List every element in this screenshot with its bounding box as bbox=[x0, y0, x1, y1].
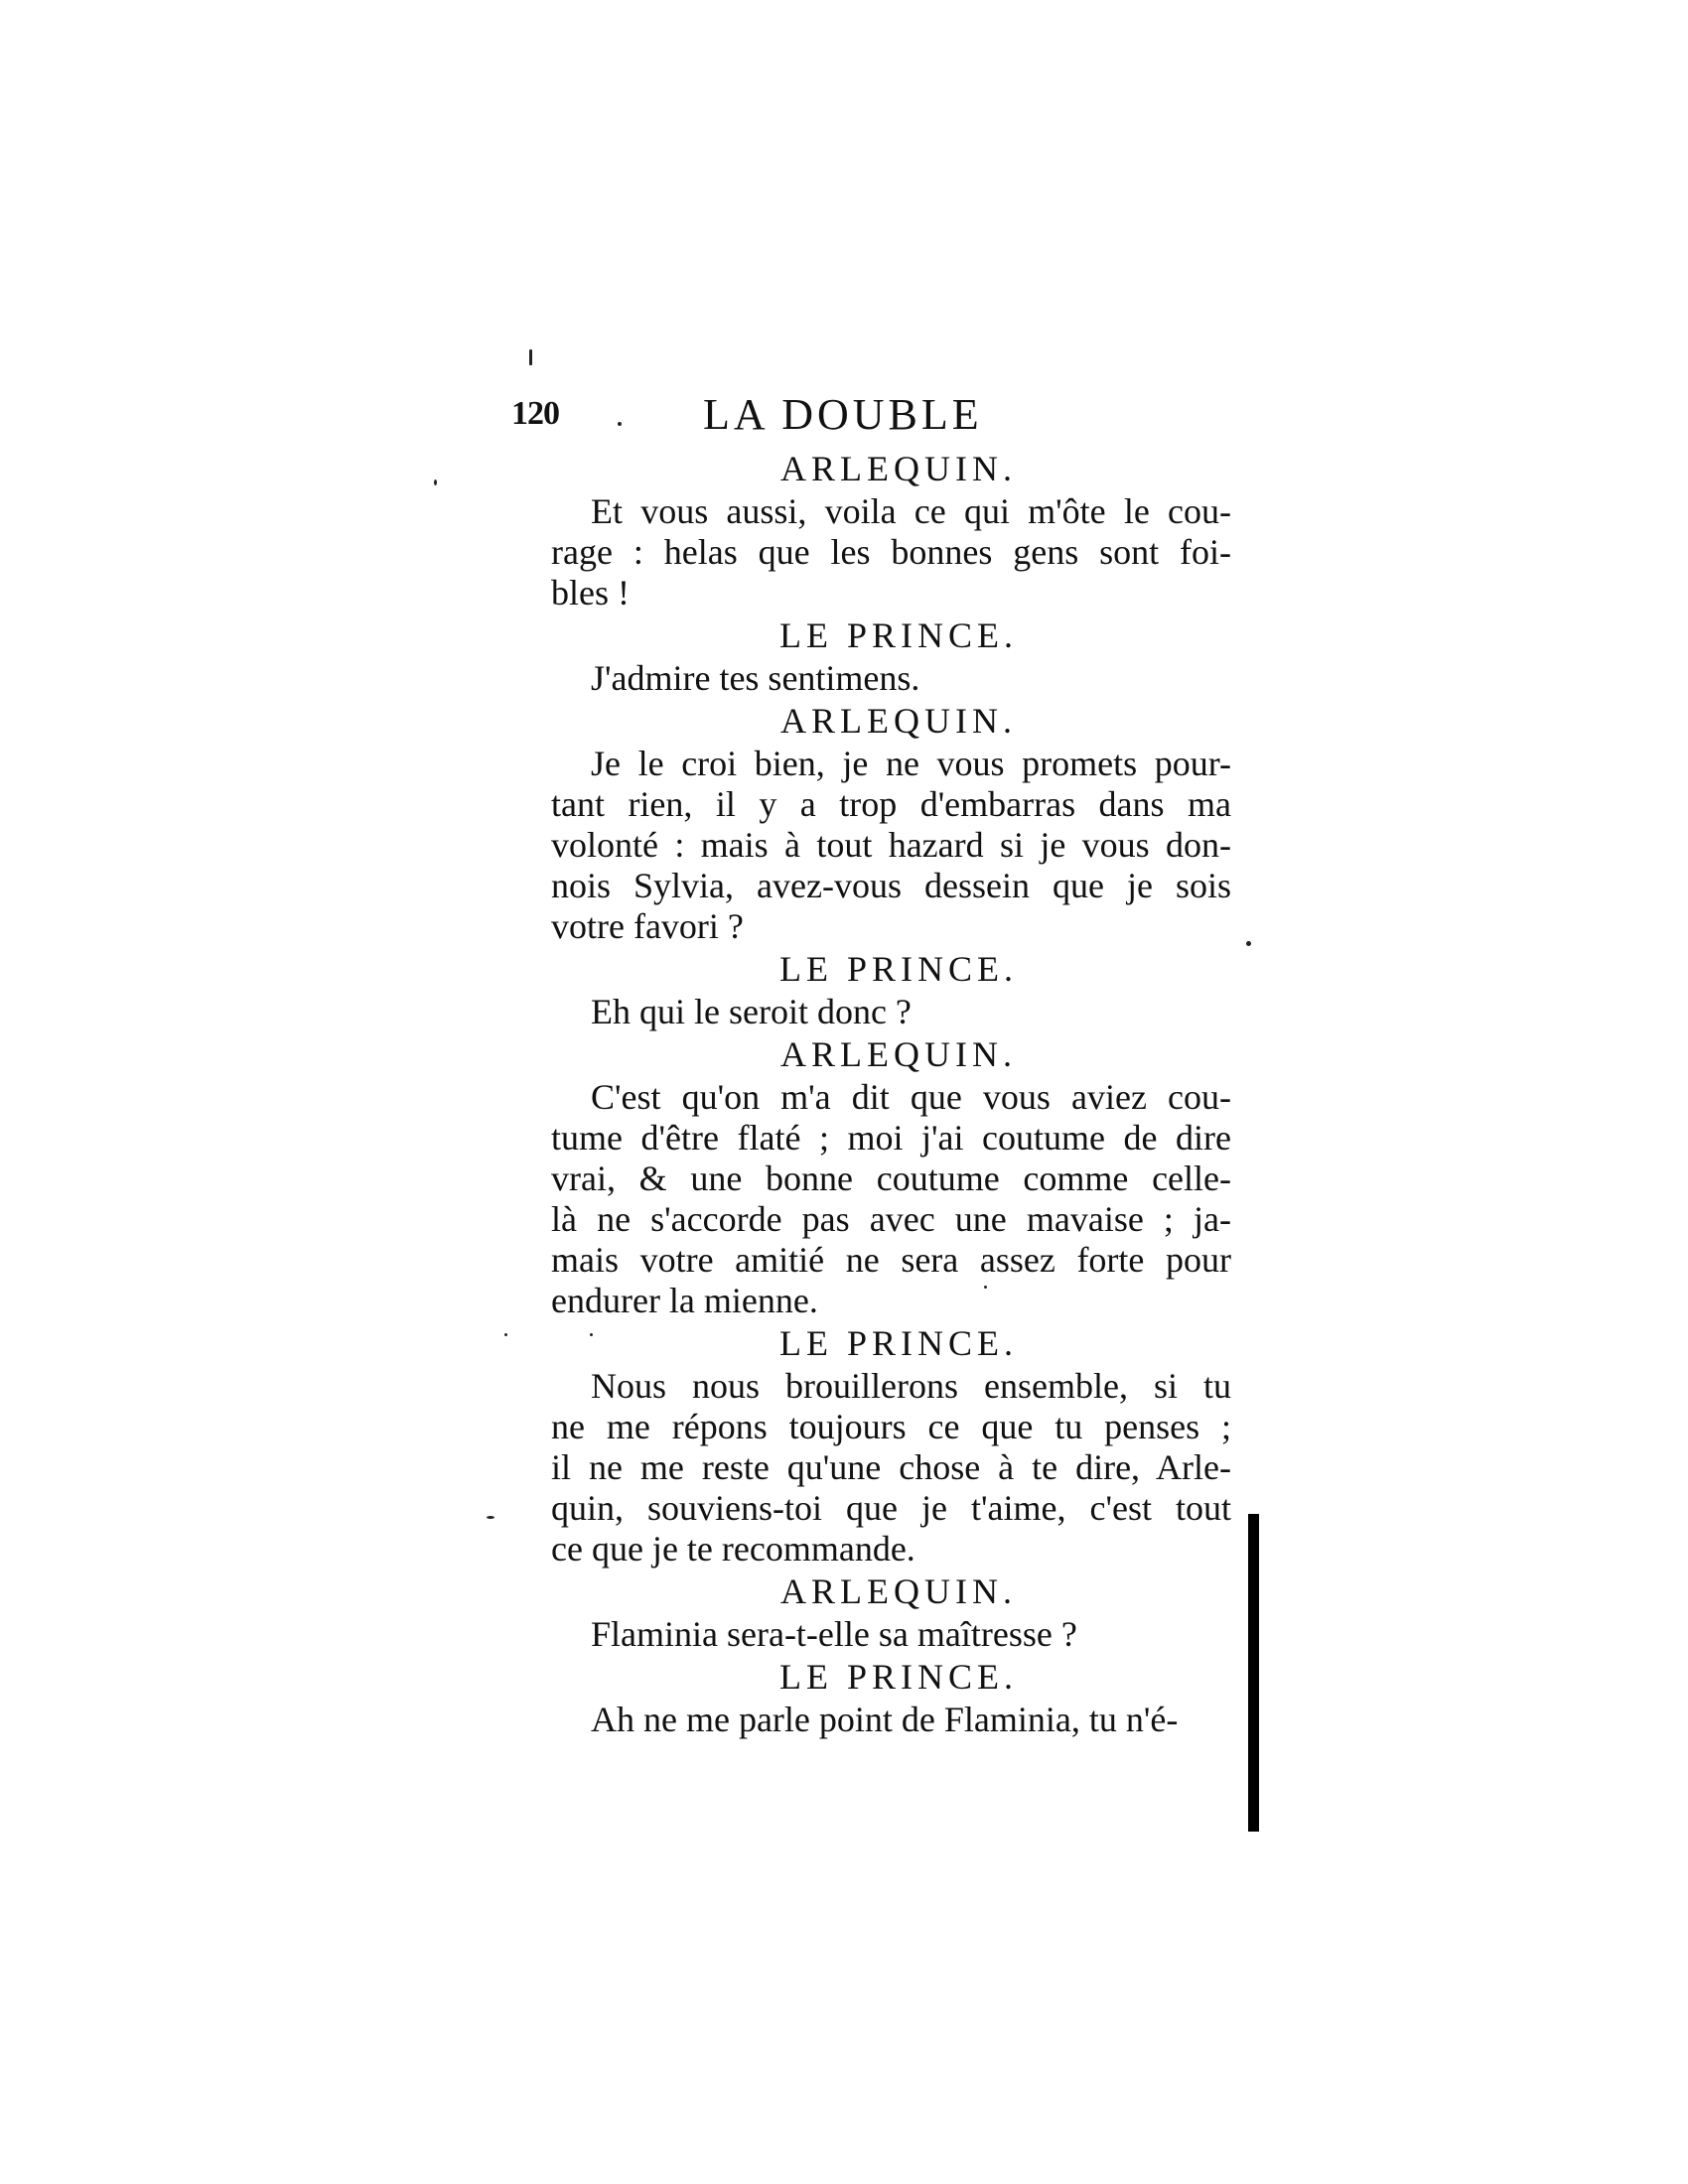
speech-line: ce que je te recommande. bbox=[551, 1529, 915, 1569]
speech-line: Je le croi bien, je ne vous promets pour- bbox=[591, 744, 1231, 783]
ink-speck bbox=[529, 349, 532, 365]
speech-block bbox=[511, 1366, 1231, 1570]
speech-line: C'est qu'on m'a dit que vous aviez cou- bbox=[591, 1077, 1231, 1117]
speech-line: Flaminia sera-t-elle sa maîtresse ? bbox=[591, 1614, 1077, 1654]
speech-block bbox=[511, 658, 1231, 699]
speech-line: rage : helas que les bonnes gens sont foi- bbox=[551, 532, 1231, 572]
speech-line: J'admire tes sentimens. bbox=[591, 658, 920, 698]
running-title: LA DOUBLE bbox=[703, 390, 983, 439]
speech-line: Eh qui le seroit donc ? bbox=[591, 992, 912, 1031]
speech-line: quin, souviens-toi que je t'aime, c'est tout bbox=[551, 1488, 1231, 1528]
ink-speck bbox=[590, 1333, 593, 1336]
speaker-heading: ARLEQUIN. bbox=[780, 449, 1017, 488]
page-header bbox=[511, 389, 1266, 445]
speech-line: tant rien, il y a trop d'embarras dans ma bbox=[551, 784, 1231, 824]
speech-block bbox=[511, 744, 1231, 947]
speech-block bbox=[511, 491, 1231, 614]
speech-block bbox=[511, 1077, 1231, 1321]
speech-line: mais votre amitié ne sera assez forte pour bbox=[551, 1240, 1231, 1280]
speech-block bbox=[511, 1614, 1231, 1655]
speech-line: Ah ne me parle point de Flaminia, tu n'é- bbox=[591, 1700, 1179, 1739]
ink-speck bbox=[487, 1516, 494, 1519]
speech-line: bles ! bbox=[551, 573, 630, 613]
speech-line: ne me répons toujours ce que tu penses ; bbox=[551, 1407, 1231, 1446]
ink-speck bbox=[1246, 941, 1251, 946]
ink-speck bbox=[434, 479, 437, 485]
speech-line: votre favori ? bbox=[551, 906, 744, 946]
speaker-heading: ARLEQUIN. bbox=[780, 1571, 1017, 1611]
speech-line: vrai, & une bonne coutume comme celle- bbox=[551, 1159, 1231, 1198]
ink-speck bbox=[984, 1286, 987, 1289]
speech-block bbox=[511, 992, 1231, 1032]
page-number: 120 bbox=[511, 395, 559, 432]
speech-line: volonté : mais à tout hazard si je vous don- bbox=[551, 825, 1231, 865]
page-edge-shadow bbox=[1248, 1514, 1259, 1832]
speaker-heading: LE PRINCE. bbox=[778, 1657, 1018, 1697]
speech-line: tume d'être flaté ; moi j'ai coutume de dire bbox=[551, 1118, 1231, 1158]
speaker-heading: ARLEQUIN. bbox=[780, 701, 1017, 741]
speaker-heading: LE PRINCE. bbox=[778, 1323, 1018, 1363]
speaker-heading: LE PRINCE. bbox=[778, 949, 1018, 989]
ink-speck bbox=[618, 422, 622, 426]
speech-block bbox=[511, 1700, 1231, 1740]
dialogue-text bbox=[511, 447, 1231, 1740]
speech-line: nois Sylvia, avez-vous dessein que je sois bbox=[551, 866, 1231, 905]
speaker-heading: LE PRINCE. bbox=[778, 615, 1018, 655]
speaker-heading: ARLEQUIN. bbox=[780, 1034, 1017, 1074]
speech-line: Et vous aussi, voila ce qui m'ôte le cou- bbox=[591, 491, 1231, 531]
ink-speck bbox=[504, 1333, 507, 1336]
speech-line: endurer la mienne. bbox=[551, 1281, 818, 1320]
speech-line: Nous nous brouillerons ensemble, si tu bbox=[591, 1366, 1231, 1406]
speech-line: là ne s'accorde pas avec une mavaise ; ja- bbox=[551, 1199, 1231, 1239]
speech-line: il ne me reste qu'une chose à te dire, Arle- bbox=[551, 1447, 1231, 1487]
